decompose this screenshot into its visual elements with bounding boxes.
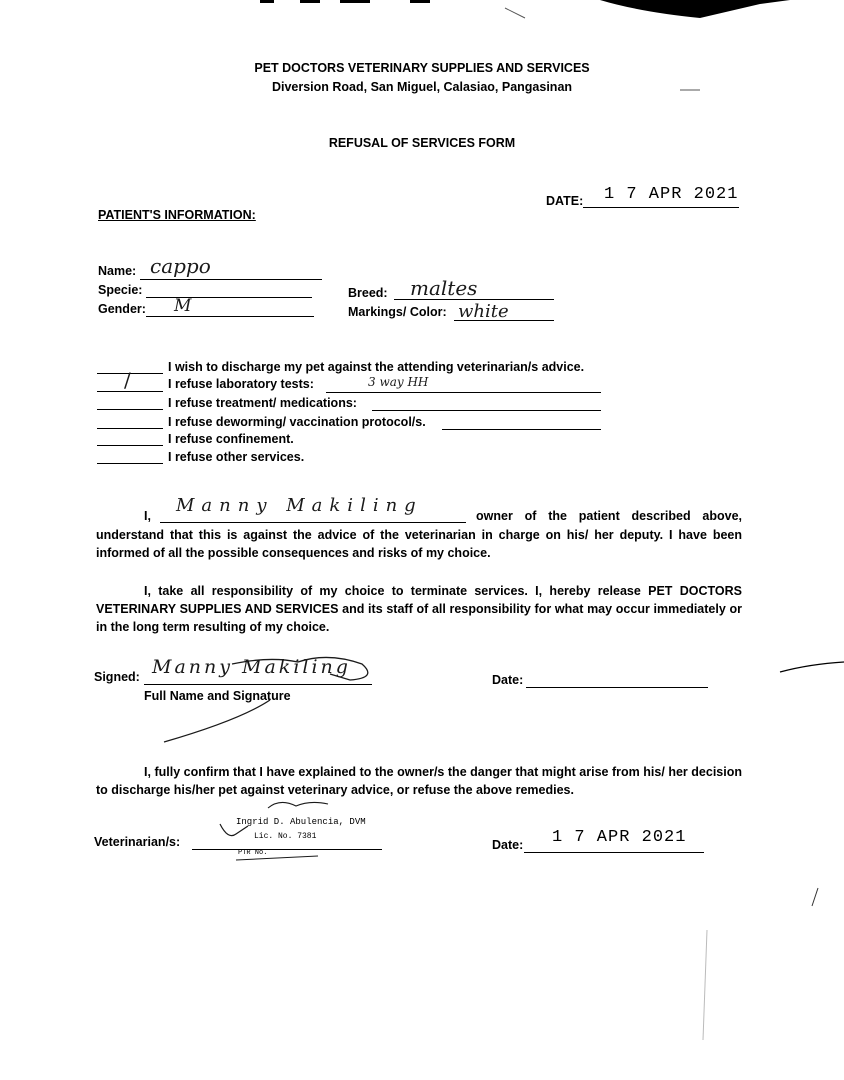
option-detail-line (372, 410, 601, 411)
date-label: DATE: (546, 194, 584, 208)
vet-date-value: 1 7 APR 2021 (552, 828, 687, 847)
owner-name-handwritten: Manny Makiling (176, 495, 423, 516)
signed-label: Signed: (94, 670, 140, 684)
vet-stamp-name: Ingrid D. Abulencia, DVM (236, 817, 366, 827)
option-text: I wish to discharge my pet against the attending veterinarian/s advice. (168, 360, 585, 374)
gender-label: Gender: (98, 302, 146, 316)
signed-caption: Full Name and Signature (144, 689, 291, 703)
option-text: I refuse deworming/ vaccination protocol/s. (168, 415, 426, 429)
company-name: PET DOCTORS VETERINARY SUPPLIES AND SERVICES (254, 61, 590, 75)
option-blank (97, 445, 163, 446)
owner-date-line (526, 687, 708, 688)
owner-signature: Manny Makiling (152, 656, 351, 678)
vet-stamp-ptr: PTR No. (238, 849, 268, 857)
name-line (140, 279, 322, 280)
markings-label: Markings/ Color: (348, 305, 447, 319)
breed-label: Breed: (348, 286, 388, 300)
gender-line (146, 316, 314, 317)
markings-value: white (458, 301, 509, 322)
gender-value: M (174, 296, 192, 316)
option-detail-line (326, 392, 601, 393)
confirmation-paragraph: I, fully confirm that I have explained to the owner/s the danger that might arise from his/ her decision to discharge his/her pet against veterinary advice, or refuse the above remedies. (96, 765, 742, 797)
owner-name-line (160, 522, 466, 523)
option-text: I refuse confinement. (168, 432, 294, 446)
vet-date-label: Date: (492, 838, 524, 852)
name-value: cappo (150, 254, 211, 278)
option-text: I refuse laboratory tests: (168, 377, 314, 391)
date-value: 1 7 APR 2021 (604, 185, 739, 204)
company-address: Diversion Road, San Miguel, Calasiao, Pangasinan (271, 80, 573, 94)
option-blank (97, 409, 163, 410)
option-blank (97, 428, 163, 429)
specie-label: Specie: (98, 283, 143, 297)
date-line (583, 207, 739, 208)
option-blank (97, 463, 163, 464)
statement-line1-suffix: owner of the patient described above, (476, 509, 742, 523)
form-title: REFUSAL OF SERVICES FORM (328, 136, 516, 150)
patient-section-title: PATIENT'S INFORMATION: (98, 208, 256, 222)
specie-line (146, 297, 312, 298)
vet-date-line (524, 852, 704, 853)
vet-stamp-license: Lic. No. 7381 (254, 832, 317, 841)
vet-label: Veterinarian/s: (94, 835, 181, 849)
option-detail: 3 way HH (368, 375, 429, 389)
owner-date-label: Date: (492, 673, 524, 687)
breed-value: maltes (410, 276, 478, 300)
option-text: I refuse other services. (168, 450, 305, 464)
option-text: I refuse treatment/ medications: (168, 396, 357, 410)
statement-paragraph: understand that this is against the advice of the veterinarian in charge on his/ her deputy. I have been informed of all the possible consequences and risks of my choice. (96, 528, 742, 560)
option-mark: / (124, 368, 131, 392)
name-label: Name: (98, 264, 137, 278)
statement-prefix: I, (144, 509, 151, 523)
option-detail-line (442, 429, 601, 430)
release-paragraph: I, take all responsibility of my choice to terminate services. I, hereby release PET DOCTORS VETERINARY SUPPLIES AND SERVICES and its staff of all responsibility for what may occur immediately or in the long term resulting of my choice. (96, 584, 742, 634)
